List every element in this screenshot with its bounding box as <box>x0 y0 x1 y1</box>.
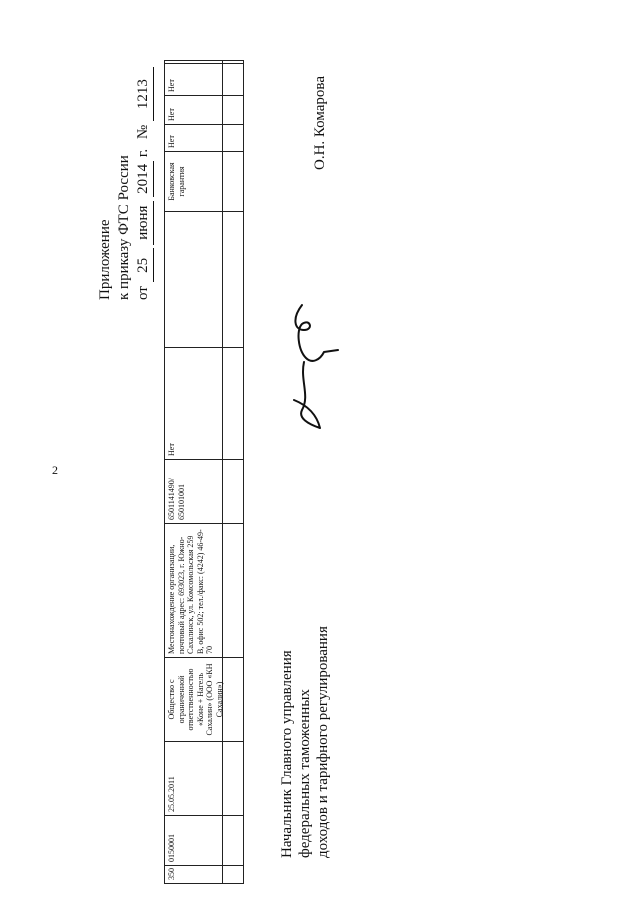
cell-empty <box>165 212 223 347</box>
cell-issue-date: 25.05.2011 <box>165 742 223 815</box>
handwritten-signature <box>280 300 350 440</box>
cell-certificate-number: 0150001 <box>165 816 223 865</box>
number-sign: № <box>135 124 151 140</box>
date-day: 25 <box>134 248 154 282</box>
date-year: 2014 <box>134 161 154 197</box>
cell-flag-3: Нет <box>165 64 223 95</box>
appendix-title: Приложение <box>97 219 113 300</box>
cell-flag-2: Нет <box>165 96 223 124</box>
signer-position-line3: доходов и тарифного регулирования <box>315 626 331 858</box>
registry-table-row <box>164 60 244 884</box>
cell-flag-1: Нет <box>165 125 223 151</box>
page-number: 2 <box>52 463 58 477</box>
appendix-order-ref: к приказу ФТС России <box>116 155 132 300</box>
cell-organization-name: Общество с ограниченной ответственностью «Коне + Нагель Сахалин» (ООО «КН Сахалин») <box>165 658 223 741</box>
date-month: июня <box>134 201 154 245</box>
signer-name: О.Н. Комарова <box>312 76 328 170</box>
cell-branches: Нет <box>165 348 223 459</box>
cell-guarantee-type: Банковская гарантия <box>165 152 223 211</box>
date-year-suffix: г. <box>135 148 151 158</box>
cell-flag-4 <box>165 61 223 63</box>
cell-inn-kpp: 6501141490/ 650101001 <box>165 460 223 523</box>
cell-address: Местонахождение организации, почтовый адрес: 693023, г. Южно-Сахалинск, ул. Комсомольская 259 В, офис 502; тел./факс: (4242) 46-49-70 <box>165 524 223 657</box>
signer-block <box>278 626 332 858</box>
cell-reg-number: 350 <box>165 866 223 883</box>
date-prefix: от <box>135 286 151 300</box>
signer-position-line2: федеральных таможенных <box>297 689 313 858</box>
order-number: 1213 <box>134 67 154 121</box>
signer-position-line1: Начальник Главного управления <box>279 650 295 858</box>
appendix-date-line <box>134 67 154 300</box>
appendix-header <box>96 67 154 300</box>
